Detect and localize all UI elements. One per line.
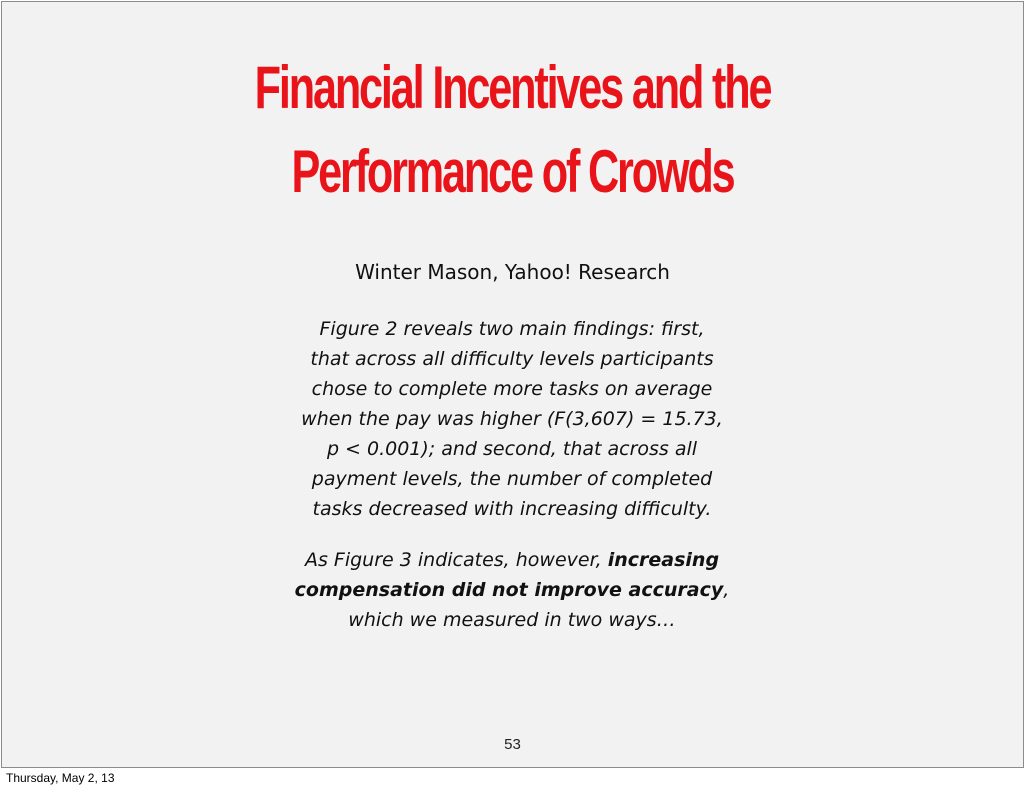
quote-text: , bbox=[723, 579, 730, 601]
quote-paragraph-2 bbox=[212, 545, 812, 635]
quote-paragraph-1 bbox=[212, 314, 812, 524]
quote-line bbox=[212, 545, 812, 575]
quote-line: Figure 2 reveals two main findings: first, bbox=[319, 318, 705, 340]
quote-emphasis: compensation did not improve accuracy bbox=[294, 579, 724, 601]
author-line: Winter Mason, Yahoo! Research bbox=[355, 260, 670, 284]
quote-line: payment levels, the number of completed bbox=[311, 468, 713, 490]
quote-line: p < 0.001); and second, that across all bbox=[326, 438, 698, 460]
quote-line bbox=[212, 575, 812, 605]
page-number: 53 bbox=[504, 736, 521, 753]
quote-emphasis: increasing bbox=[607, 549, 720, 571]
quote-line: which we measured in two ways… bbox=[348, 609, 676, 631]
quote-line: tasks decreased with increasing difficulty. bbox=[312, 498, 712, 520]
title-line: Performance of Crowds bbox=[291, 138, 734, 205]
quote-line: that across all difficulty levels participants bbox=[310, 348, 714, 370]
quote-line: when the pay was higher (F(3,607) = 15.73, bbox=[301, 408, 723, 430]
footer-date: Thursday, May 2, 13 bbox=[6, 771, 115, 785]
slide bbox=[1, 1, 1024, 768]
quote-line: chose to complete more tasks on average bbox=[311, 378, 713, 400]
title-line: Financial Incentives and the bbox=[254, 54, 771, 121]
quote-text: As Figure 3 indicates, however, bbox=[304, 549, 608, 571]
slide-title bbox=[145, 46, 880, 214]
